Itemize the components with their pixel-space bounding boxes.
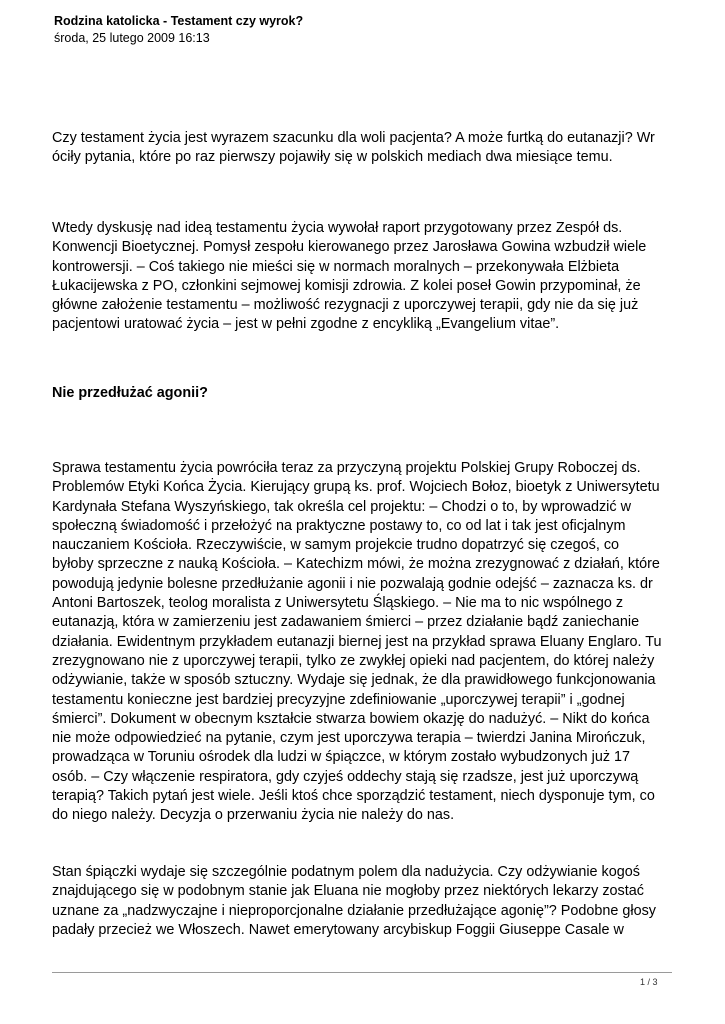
text-line: do niego należy. Decyzja o przerwaniu życia nie należy do nas. <box>52 807 455 824</box>
footer-divider <box>52 972 672 973</box>
text-line: Sprawa testamentu życia powróciła teraz za przyczyną projektu Polskiej Grupy Roboczej ds. <box>52 460 641 476</box>
text-line: byłoby sprzeczne z nauką Kościoła. – Katechizm mówi, że można zrezygnować z działań, które <box>52 556 660 573</box>
paragraph-intro <box>52 129 655 168</box>
section-heading: Nie przedłużać agonii? <box>52 385 208 401</box>
text-line: odżywianie, także w sposób sztuczny. Wydaje się jednak, że dla prawidłowego funkcjonowania <box>52 672 656 689</box>
text-line: powodują jedynie bolesne przedłużanie agonii i nie pozwalają godnie odejść – zaznacza ks. dr <box>52 575 653 592</box>
text-line: Kardynała Stefana Wyszyńskiego, tak określa cel projektu: – Chodzi o to, by wprowadzić w <box>52 498 631 515</box>
text-line: Czy testament życia jest wyrazem szacunku dla woli pacjenta? A może furtką do eutanazji? Wr <box>52 130 655 146</box>
text-line: pacjentowi uratować życia – jest w pełni zgodne z encykliką „Evangelium vitae”. <box>52 316 560 333</box>
text-line: Stan śpiączki wydaje się szczególnie podatnym polem dla nadużycia. Czy odżywianie kogoś <box>52 864 640 880</box>
page-number: 1 / 3 <box>640 977 658 987</box>
text-line: osób. – Czy włączenie respiratora, gdy czyjeś oddechy stają się rzadsze, jest już uporczywą <box>52 768 639 785</box>
text-line: nauczaniem Kościoła. Rzeczywiście, w samym projekcie trudno dopatrzyć się czegoś, co <box>52 537 620 554</box>
text-line: Antoni Bartoszek, teolog moralista z Uniwersytetu Śląskiego. – Nie ma to nic wspólnego z <box>52 595 624 612</box>
article-title: Rodzina katolicka - Testament czy wyrok? <box>54 14 304 28</box>
paragraph-2 <box>52 219 646 335</box>
text-line: Problemów Etyki Końca Życia. Kierujący grupą ks. prof. Wojciech Bołoz, bioetyk z Uniwersytetu <box>52 479 660 496</box>
text-line: Łukacijewska z PO, członkini sejmowej komisji zdrowia. Z kolei poseł Gowin przypominał, że <box>52 277 641 294</box>
text-line: działania. Ewidentnym przykładem eutanazji biernej jest na przykład sprawa Eluany Englaro. Tu <box>52 633 662 650</box>
text-line: prowadząca w Toruniu ośrodek dla ludzi w śpiączce, w którym zostało wybudzonych już 17 <box>52 749 631 766</box>
paragraph-3 <box>52 459 662 826</box>
text-line: eutanazją, która w zamierzeniu jest zadawaniem śmierci – przez działanie bądź zaniechanie <box>52 614 640 631</box>
text-line: testamentu konieczne jest bardziej precyzyjne zdefiniowanie „uporczywej terapii” i „godnej <box>52 691 625 708</box>
text-line: nie może odpowiedzieć na pytanie, czym jest uporczywa terapia – twierdzi Janina Mirończuk, <box>52 730 646 747</box>
text-line: śmierci”. Dokument w obecnym kształcie stwarza bowiem okazję do nadużyć. – Nikt do końca <box>52 710 650 727</box>
text-line: uznane za „nadzwyczajne i nieproporcjonalne działanie przedłużające agonię”? Podobne głosy <box>52 902 657 919</box>
text-line: terapią? Takich pytań jest wiele. Jeśli ktoś chce sporządzić testament, niech dysponuje tym, co <box>52 788 655 805</box>
text-line: padały przecież we Włoszech. Nawet emerytowany arcybiskup Foggii Giuseppe Casale w <box>52 921 624 938</box>
text-line: zrezygnowano nie z uporczywej terapii, tylko ze zwykłej opieki nad pacjentem, do której należy <box>52 652 655 669</box>
text-line: Wtedy dyskusję nad ideą testamentu życia wywołał raport przygotowany przez Zespół ds. <box>52 220 623 236</box>
text-line: Konwencji Bioetycznej. Pomysł zespołu kierowanego przez Jarosława Gowina wzbudził wiele <box>52 239 647 256</box>
text-line: kontrowersji. – Coś takiego nie mieści się w normach moralnych – przekonywała Elżbieta <box>52 258 620 275</box>
text-line: óciły pytania, które po raz pierwszy pojawiły się w polskich mediach dwa miesiące temu. <box>52 149 613 166</box>
text-line: znajdującego się w podobnym stanie jak Eluana nie mogłoby przez niektórych lekarzy zostać <box>52 883 644 900</box>
text-line: społeczną świadomość i przełożyć na praktyczne postawy to, co od lat i tak jest oficjalnym <box>52 517 626 534</box>
article-date: środa, 25 lutego 2009 16:13 <box>54 31 210 45</box>
text-line: główne założenie testamentu – możliwość rezygnacji z uporczywej terapii, gdy nie da się już <box>52 297 639 314</box>
paragraph-4 <box>52 863 656 940</box>
